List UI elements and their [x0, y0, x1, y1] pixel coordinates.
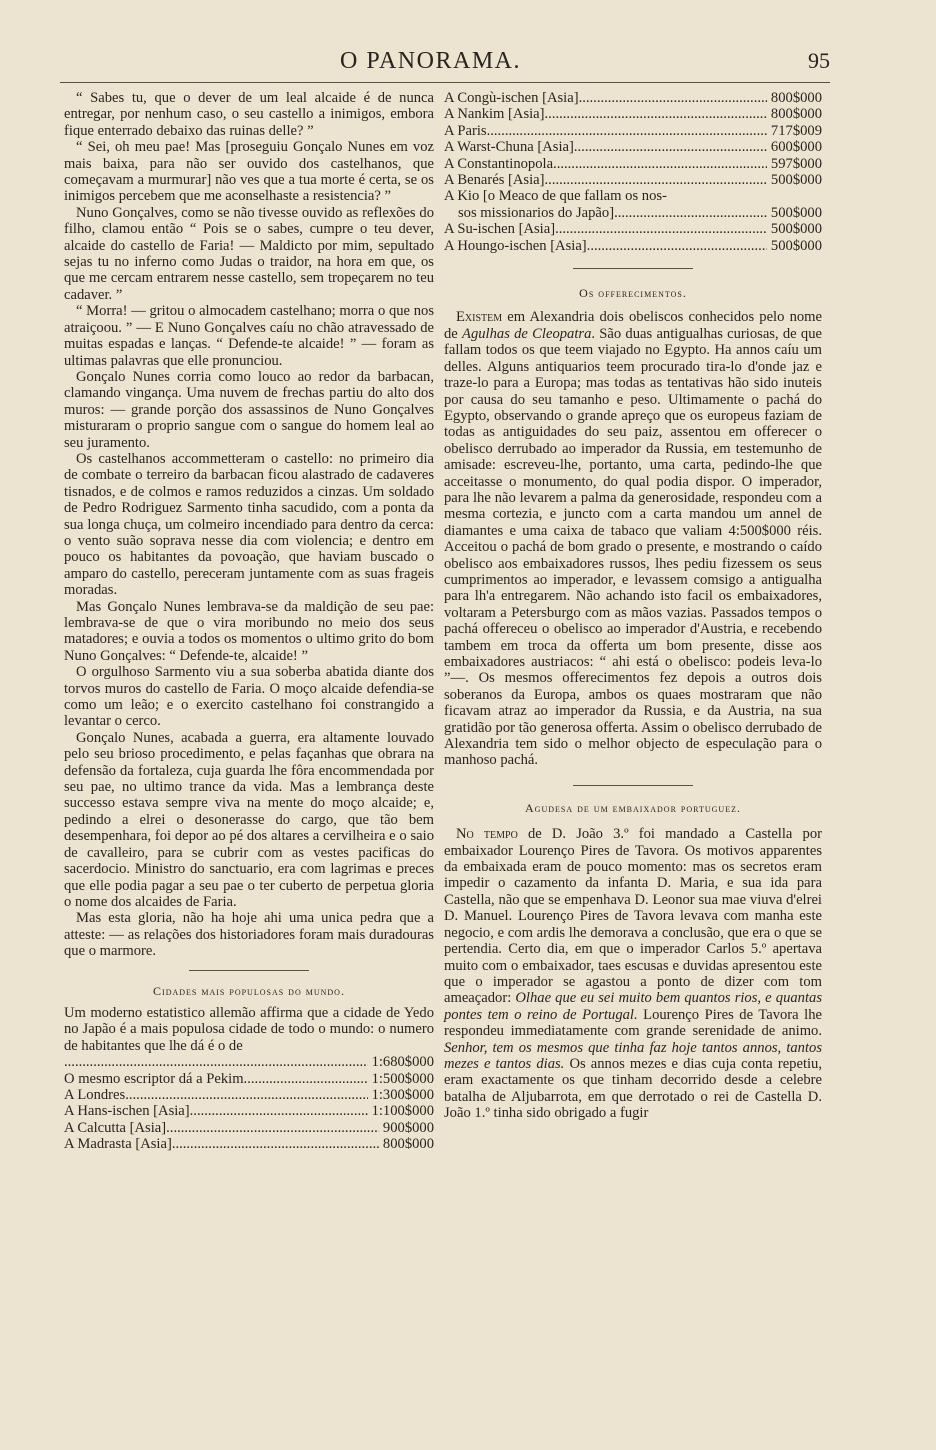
- population-value: 500$000: [770, 221, 822, 238]
- list-item: [444, 156, 822, 172]
- leader-dots: [487, 123, 767, 139]
- leader-dots: [64, 1054, 368, 1070]
- list-item: [64, 1071, 434, 1087]
- population-value: 600$000: [770, 139, 822, 156]
- agudesa-heading: Agudesa de um embaixador portuguez.: [525, 800, 741, 815]
- city-name: O mesmo escriptor dá a Pekim: [64, 1070, 244, 1087]
- paragraph: Os castelhanos accommetteram o castello: no primeiro dia de combate o terreiro da barbacan ficou alastrado de cadaveres tisnados, e de colmos e ramos reduzidos a cinzas. Um soldado de Pedro Rodriguez Sarmento tinha sacudido, com a ponta da sua longa chuça, um colmeiro incendiado para dentro da cerca: o vento suão soprava nesse dia com violencia; e dentro em pouco os habitantes da povoação, que haviam buscado o amparo do castello, pereceram juntamente com as suas frageis moradas.: [64, 450, 434, 599]
- paragraph: Gonçalo Nunes, acabada a guerra, era altamente louvado pelo seu brioso procedimento, e pelas façanhas que obrara na defensão da fortaleza, cuja guarda lhe fôra encommendada por seu pae, no ultimo trance da vida. Mas a lembrança deste successo estava sempre viva na mente do moço alcaide; e, pedindo a elrei o desonerasse do cargo, que tão bem desempenhara, foi depor ao pé dos altares a cervilheira e o saio de cavalleiro, para se cubrir com as vestes pacificas do sacerdocio. Ministro do sanctuario, era com lagrimas e preces que elle podia pagar a seu pae o ter cuberto de perpetua gloria o nome dos alcaides de Faria.: [64, 729, 434, 910]
- list-item: [64, 1136, 434, 1152]
- leader-dots: [190, 1103, 368, 1119]
- paragraph: Nuno Gonçalves, como se não tivesse ouvido as reflexões do filho, clamou então “ Pois se o sabes, cumpre o teu dever, alcaide do castello de Faria! — Maldicto por mim, sepultado sejas tu no inferno como Judas o traidor, na hora em que, os que me cercam entrarem nesse castello, sem tropeçarem no teu cadaver. ”: [64, 204, 434, 303]
- page-title: O PANORAMA.: [340, 48, 521, 74]
- cities-heading: Cidades mais populosas do mundo.: [153, 983, 345, 998]
- city-name: A Calcutta [Asia]: [64, 1119, 167, 1136]
- population-value: 597$000: [770, 155, 822, 172]
- italic-span: Senhor, tem os mesmos que tinha faz hoje tantos annos, tantos mezes e tantos dias.: [444, 1039, 822, 1072]
- city-name: A Su-ischen [Asia]: [444, 221, 556, 238]
- leader-dots: [172, 1136, 379, 1152]
- city-name: A Londres: [64, 1086, 126, 1103]
- city-name: A Congù-ischen [Asia]: [444, 90, 579, 106]
- leader-dots: [166, 1120, 379, 1136]
- paragraph: Gonçalo Nunes corria como louco ao redor da barbacan, clamando vingança. Uma nuvem de frechas partiu do alto dos muros: — grande porção dos assassinos de Nuno Gonçalves misturaram o proprio sangue com o sangue do homem leal ao seu juramento.: [64, 368, 434, 451]
- cities-list: [64, 1054, 434, 1152]
- text-span: Lourenço Pires de Tavora lhe respondeu immediatamente com grande serenidade de animo.: [444, 1006, 822, 1040]
- list-item: [444, 238, 822, 254]
- city-name: A Hans-ischen [Asia]: [64, 1103, 190, 1120]
- list-item: [64, 1087, 434, 1103]
- leader-dots: [574, 139, 767, 155]
- list-item: [64, 1103, 434, 1119]
- agudesa-paragraph: [444, 826, 822, 1121]
- paragraph: “ Morra! — gritou o almocadem castelhano; morra o que nos atraiçoou. ” — E Nuno Gonçalves caíu no chão atravessado de muitas espadas e lanças. “ Defende-te alcaide! ” — foram as ultimas palavras que elle pronunciou.: [64, 303, 434, 369]
- lead-word: No tempo: [456, 826, 518, 843]
- list-item: [444, 221, 822, 237]
- section-divider: [189, 970, 309, 971]
- paragraph: “ Sei, oh meu pae! Mas [proseguiu Gonçalo Nunes em voz mais baixa, para não ser ouvido dos castelhanos, que começavam a murmurar] não ves que a tua morte é certa, se os inimigos percebem que me aconselhaste a resistencia? ”: [64, 139, 434, 205]
- leader-dots: [555, 221, 767, 237]
- text-span: em Alexandria dois obeliscos conhecidos pelo nome de: [444, 309, 822, 342]
- leader-dots: [553, 156, 767, 172]
- paragraph: “ Sabes tu, que o dever de um leal alcaide é de nunca entregar, por nenhum caso, o seu castello a inimigos, embora fique enterrado debaixo das ruinas delle? ”: [64, 90, 434, 139]
- city-name: A Benarés [Asia]: [444, 172, 545, 189]
- leader-dots: [545, 106, 767, 122]
- list-item: [444, 205, 822, 221]
- lead-word: Existem: [456, 309, 503, 326]
- list-item: [64, 1054, 434, 1070]
- list-item: [444, 90, 822, 106]
- cities-intro-text: Um moderno estatistico allemão affirma que a cidade de Yedo no Japão é a mais populosa cidade de todo o mundo: o numero de habitantes que lhe dá é o de: [64, 1004, 434, 1054]
- section-divider: [573, 268, 693, 269]
- population-value: 500$000: [770, 204, 822, 221]
- population-value: 1:100$000: [371, 1103, 434, 1120]
- leader-dots: [579, 90, 767, 106]
- leader-dots: [125, 1087, 367, 1103]
- offer-paragraph: [444, 309, 822, 768]
- leader-dots: [545, 172, 767, 188]
- list-item: [444, 188, 822, 204]
- page-number: 95: [808, 48, 830, 73]
- left-column: [64, 90, 434, 1153]
- leader-dots: [244, 1071, 368, 1087]
- population-value: 1:680$000: [371, 1054, 434, 1071]
- offer-heading: Os offerecimentos.: [579, 286, 687, 301]
- population-value: 800$000: [382, 1136, 434, 1153]
- population-value: 900$000: [382, 1119, 434, 1136]
- population-value: 800$000: [770, 106, 822, 123]
- list-item: [444, 123, 822, 139]
- page-header: [60, 48, 830, 78]
- city-name: A Madrasta [Asia]: [64, 1136, 172, 1153]
- city-name: A Warst-Chuna [Asia]: [444, 139, 574, 156]
- list-item: [444, 172, 822, 188]
- paragraph: Mas esta gloria, não ha hoje ahi uma unica pedra que a atteste: — as relações dos historiadores foram mais duradouras que o marmore.: [64, 910, 434, 960]
- city-name: A Constantinopola: [444, 155, 554, 172]
- population-value: 500$000: [770, 172, 822, 189]
- cities-intro: [64, 1005, 434, 1054]
- cities-list-continued: [444, 90, 822, 254]
- city-name: A Nankim [Asia]: [444, 106, 545, 123]
- leader-dots: [614, 205, 767, 221]
- city-name: A Houngo-ischen [Asia]: [444, 237, 587, 254]
- right-column: [444, 90, 822, 1122]
- city-name: A Paris: [444, 122, 487, 139]
- population-value: 717$009: [770, 122, 822, 139]
- population-value: 800$000: [770, 90, 822, 106]
- list-item: [444, 106, 822, 122]
- italic-span: Agulhas de Cleopatra: [462, 325, 592, 342]
- section-divider: [573, 785, 693, 786]
- city-name: sos missionarios do Japão]: [458, 204, 615, 221]
- paragraph: O orgulhoso Sarmento viu a sua soberba abatida diante dos torvos muros do castello de Faria. O moço alcaide defendia-se como um leão; e o exercito castelhano foi constrangido a levantar o cerco.: [64, 664, 434, 730]
- population-value: 1:300$000: [371, 1086, 434, 1103]
- paragraph: Mas Gonçalo Nunes lembrava-se da maldição de seu pae: lembrava-se de que o vira moribundo no meio dos seus matadores; e ouvia a todos os momentos o ultimo grito do bom Nuno Gonçalves: “ Defende-te, alcaide! ”: [64, 598, 434, 664]
- list-item: [64, 1120, 434, 1136]
- text-span: Os annos mezes e dias cuja conta repetiu, eram exactamente os que tinham decorrido desde a celebre batalha de Aljubarrota, em que derrotado o rei de Castella D. João 1.º tinha sido obrigado a fugir: [444, 1055, 822, 1122]
- text-span: de D. João 3.º foi mandado a Castella por embaixador Lourenço Pires de Tavora. Os motivos apparentes da embaixada eram de pouco momento: mas os secretos eram impedir o cazamento da infanta D. Maria, e sua ida para Castella, não que se empenhava D. Leonor sua mae viuva d'elrei D. Manuel. Lourenço Pires de Tavora levava com manha este negocio, e com ardis lhe demorava a conclusão, que era o que se pertendia. Certo dia, em que o imperador Carlos 5.º apertava muito com o embaixador, taes escusas e duvidas apresentou este que o imperador se agastou a ponto de dizer com tom ameaçador:: [444, 826, 822, 1007]
- population-value: 500$000: [770, 237, 822, 254]
- city-name: A Kio [o Meaco de que fallam os nos-: [444, 188, 667, 205]
- header-rule: [60, 82, 830, 83]
- population-value: 1:500$000: [371, 1070, 434, 1087]
- list-item: [444, 139, 822, 155]
- leader-dots: [587, 238, 767, 254]
- text-span: . São duas antigualhas curiosas, de que fallam todos os que teem viajado no Egypto. Ha annos caíu um delles. Alguns antiquarios teem procurado tira-lo d'onde jaz e traze-lo para a Europa; mas todas as tentativas hão sido inuteis por causa do seu tamanho e peso. Ultimamente o pachá do Egypto, observando o grande apreço que os europeus faziam de todas as antiguidades do seu paiz, assentou em offerecer o obelisco derrubado ao imperador da Russia, em testemunho de amisade: escreveu-lhe, portanto, uma carta, pedindo-lhe que acceitasse o monumento, do qual podia dispor. O imperador, para lhe não levarem a palma da generosidade, respondeu com a mesma cortezia, e juncto com a carta mandou um annel de diamantes e uma caixa de tabaco que valiam 4:500$000 réis. Acceitou o pachá de bom grado o presente, e mostrando o caído obelisco aos embaixadores russos, lhes pediu fizessem os seus cumprimentos ao imperador, e levassem comsigo a antigualha para lh'a entregarem. Não achando isto facil os embaixadores, voltaram a Petersburgo com as mãos vazias. Passados tempos o pachá offereceu o obelisco ao imperador d'Austria, e recebendo tambem em troca da offerta um bom presente, disse aos embaixadores austriacos: “ ahi está o obelisco: podeis leva-lo ”—. Os mesmos offerecimentos fez depois a outros dois soberanos da Europa, ambos os quaes mostraram que não ficavam atraz ao imperador da Russia, e da Austria, na sua gratidão por tão generosa offerta. Assim o obelisco derrubado de Alexandria tem sido o melhor objecto de especulação para o manhoso pachá.: [444, 325, 822, 769]
- italic-span: Olhae que eu sei muito bem quantos rios, e quantas pontes tem o reino de Portugal.: [444, 990, 822, 1023]
